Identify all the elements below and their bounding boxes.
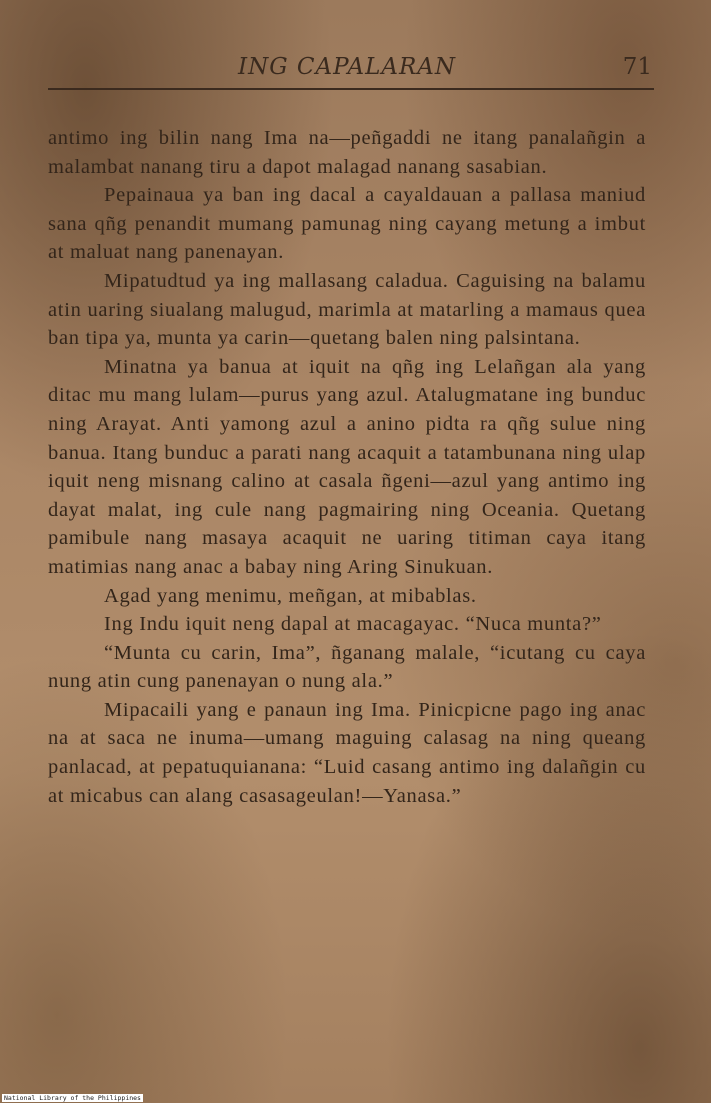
- paragraph-4: Minatna ya banua at iquit na qñg ing Lelañgan ala yang ditac mu mang lulam—purus yang azul. Atalugmatane ing bunduc ning Arayat. Anti yamong azul a anino pidta ra qñg sulue ning banua. Itang bunduc a parati nang acaquit a tatambunana ning ulap iquit neng misnang calino at casala ñgeni—azul yang antimo ing dayat malat, ing cule nang pagmairing ning Oceania. Quetang pamibule nang masaya acaquit ne uaring titiman caya itang matimias nang anac a babay ning Aring Sinukuan.: [48, 355, 646, 578]
- running-title: ING CAPALARAN: [238, 54, 457, 80]
- paragraph-2: Pepainaua ya ban ing dacal a cayaldauan a pallasa maniud sana qñg penandit mumang pamunag ning cayang metung a imbut at maluat nang panenayan.: [48, 184, 646, 264]
- paragraph-7: “Munta cu carin, Ima”, ñganang malale, “icutang cu caya nung atin cung panenayan o nung ala.”: [48, 641, 646, 693]
- paragraph-6: Ing Indu iquit neng dapal at macagayac. “Nuca munta?”: [104, 613, 602, 636]
- library-credit: National Library of the Philippines: [4, 1094, 141, 1102]
- page-number: 71: [622, 54, 652, 80]
- body-text: [48, 124, 646, 810]
- page-header: [48, 52, 654, 90]
- paragraph-1: antimo ing bilin nang Ima na—peñgaddi ne itang panalañgin a malambat nanang tiru a dapot malagad nanang sasabian.: [48, 127, 646, 178]
- paragraph-5: Agad yang menimu, meñgan, at mibablas.: [104, 584, 477, 607]
- paragraph-3: Mipatudtud ya ing mallasang caladua. Caguising na balamu atin uaring siualang malugud, marimla at matarling a mamaus quea ban tipa ya, munta ya carin—quetang balen ning palsintana.: [48, 269, 646, 350]
- paragraph-8: Mipacaili yang e panaun ing Ima. Pinicpicne pago ing anac na at saca ne inuma—umang maguing calasag na ning queang panlacad, at pepatuquianana: “Luid casang antimo ing dalañgin cu at micabus can alang casasageulan!—Yanasa.”: [48, 698, 646, 807]
